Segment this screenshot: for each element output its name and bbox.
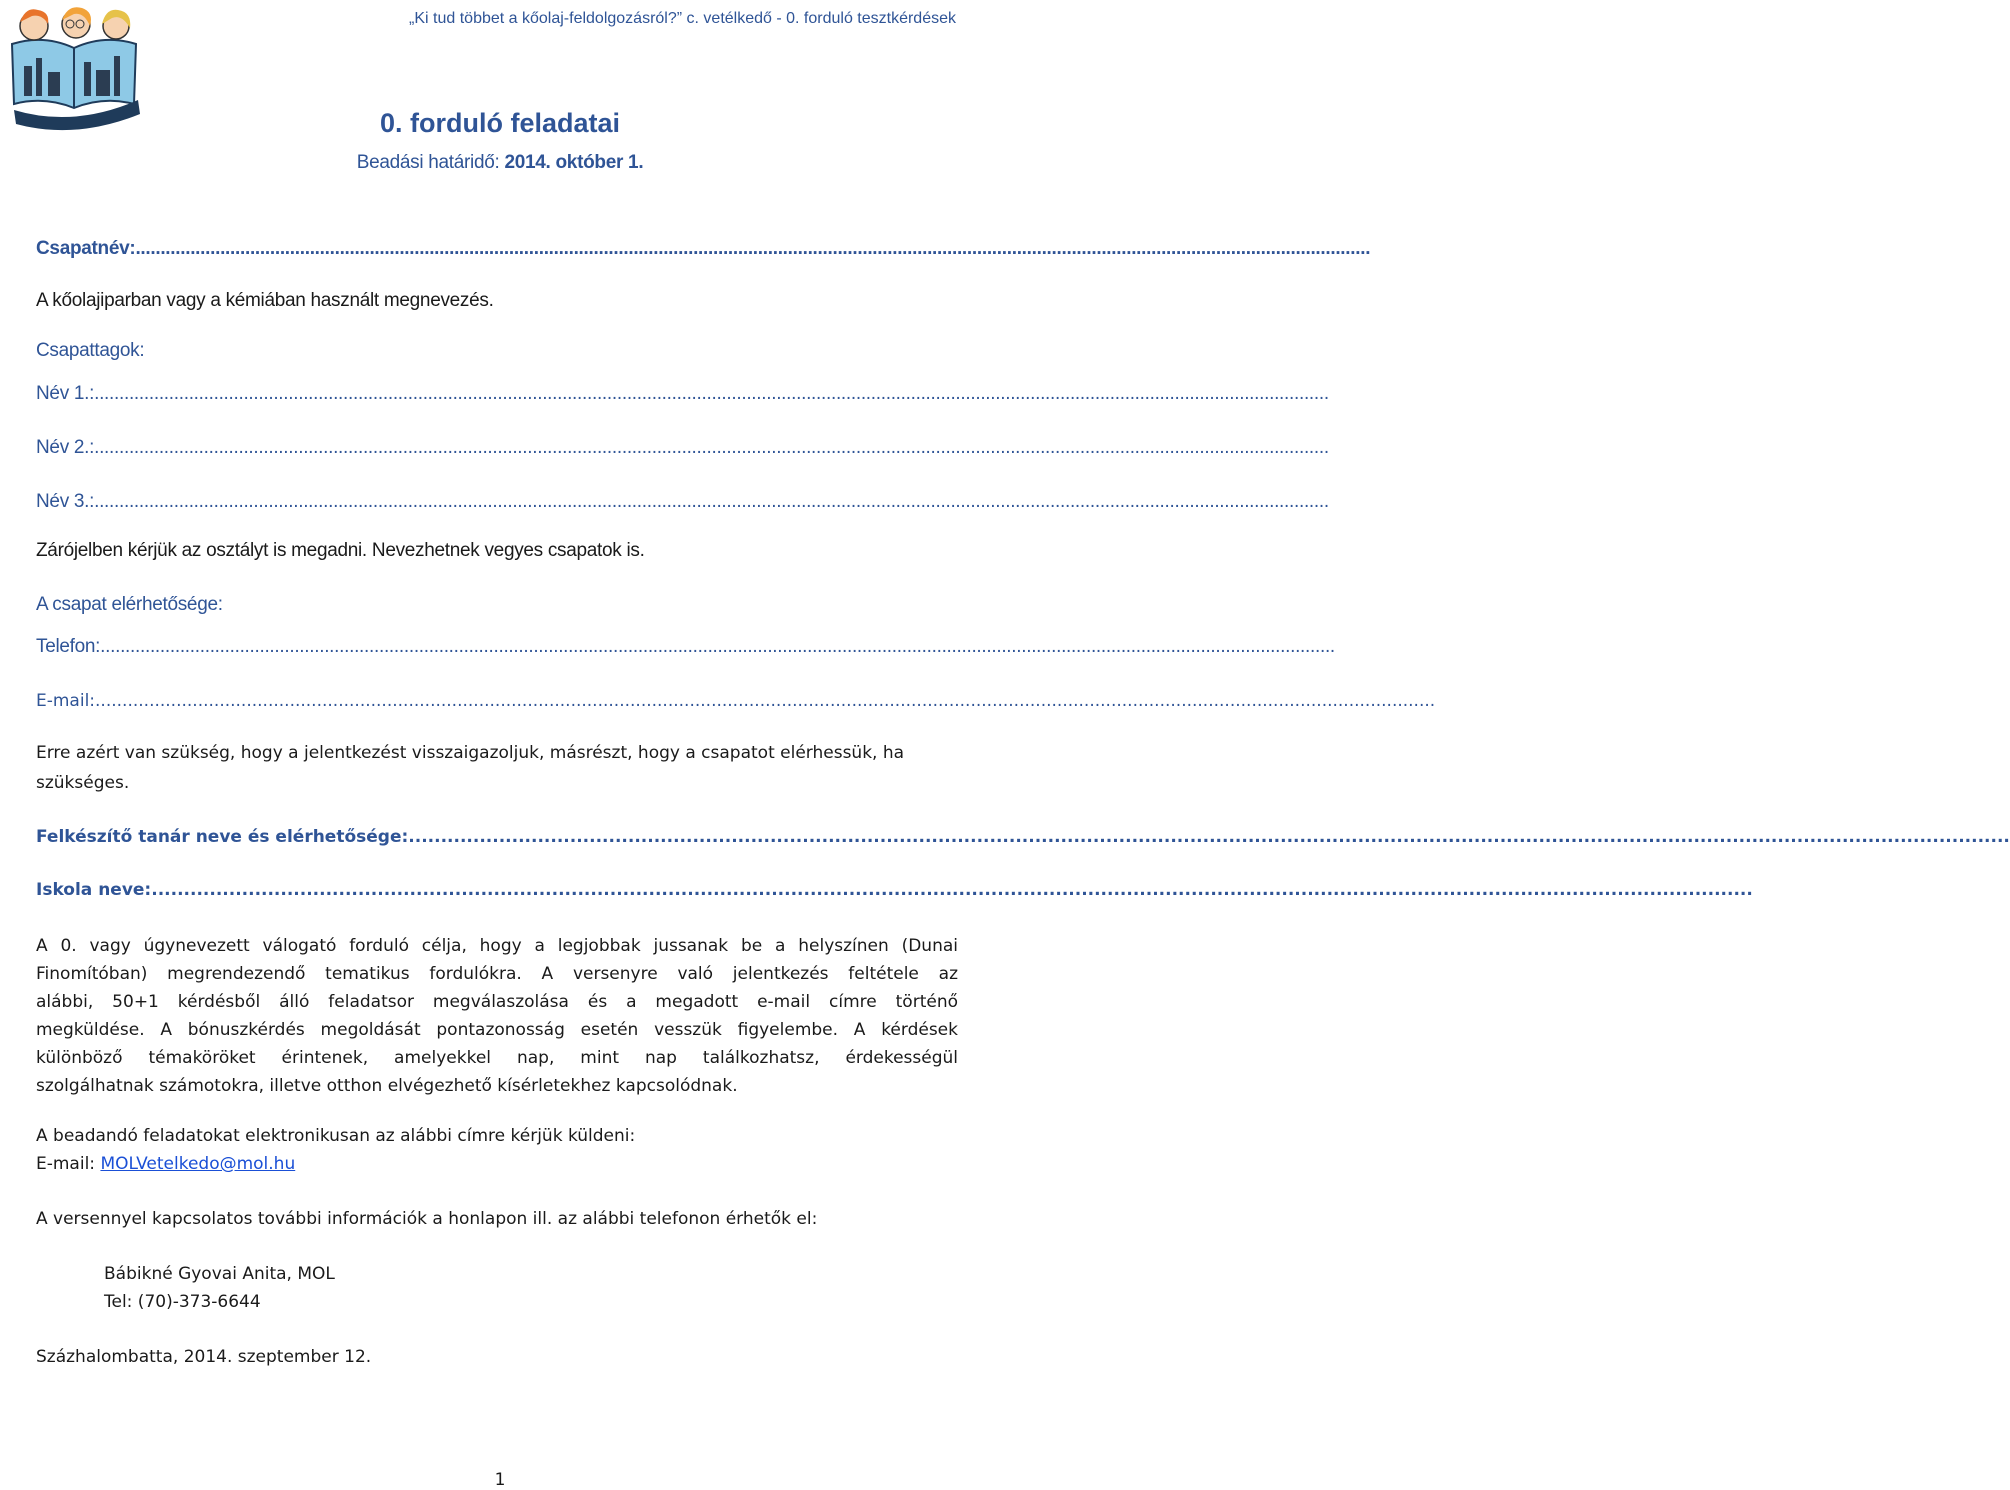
members-label: Csapattagok:: [36, 340, 145, 361]
phone-dots: ........................................................................................................................................................................................................................................................: [100, 636, 1335, 657]
contact-hint-line-1: Erre azért van szükség, hogy a jelentkezést visszaigazoljuk, másrészt, hogy a csapatot elérhessük, ha: [36, 743, 905, 763]
member-3-dots: ........................................................................................................................................................................................................................................................: [94, 491, 1329, 512]
school-label: Iskola neve:: [36, 880, 152, 900]
submit-email-link[interactable]: MOLVetelkedo@mol.hu: [100, 1154, 296, 1174]
teacher-label: Felkészítő tanár neve és elérhetősége:: [36, 827, 409, 847]
page-title: 0. forduló feladatai: [379, 108, 621, 138]
member-2-dots: ........................................................................................................................................................................................................................................................: [94, 437, 1329, 458]
paragraph-line: különböző témaköröket érintenek, amelyekkel nap, mint nap találkozhatsz, érdekességül: [36, 1048, 958, 1068]
paragraph-line: szolgálhatnak számotokra, illetve otthon elvégezhető kísérletekhez kapcsolódnak.: [36, 1076, 738, 1096]
running-header: „Ki tud többet a kőolaj-feldolgozásról?” c. vetélkedő - 0. forduló tesztkérdések: [409, 10, 956, 27]
member-2-label: Név 2.:: [36, 437, 95, 458]
school-dots: ........................................................................................................................................................................................................................................................: [151, 880, 1753, 900]
phone-field[interactable]: [36, 636, 1335, 658]
deadline-value: 2014. október 1.: [504, 152, 644, 173]
page-number: 1: [494, 1470, 506, 1490]
submit-email-prefix: E-mail:: [36, 1154, 101, 1174]
team-name-label: Csapatnév:: [36, 238, 136, 259]
email-field[interactable]: [36, 691, 1436, 711]
intro-paragraph: [36, 932, 958, 1100]
email-label: E-mail:: [36, 691, 96, 711]
member-3-label: Név 3.:: [36, 491, 95, 512]
team-name-hint: A kőolajiparban vagy a kémiában használt megnevezés.: [36, 290, 494, 311]
paragraph-line: A 0. vagy úgynevezett válogató forduló célja, hogy a legjobbak jussanak be a helyszínen (Dunai: [36, 936, 958, 956]
member-1-field[interactable]: [36, 383, 1329, 405]
info-line: A versennyel kapcsolatos további információk a honlapon ill. az alábbi telefonon érhetők el:: [36, 1209, 818, 1229]
paragraph-line: alábbi, 50+1 kérdésből álló feladatsor megválaszolása és a megadott e-mail címre történő: [36, 992, 958, 1012]
contact-phone: Tel: (70)-373-6644: [104, 1292, 261, 1312]
contact-label: A csapat elérhetősége:: [36, 594, 223, 615]
submit-email-line: [36, 1154, 295, 1174]
teacher-field[interactable]: [36, 827, 2010, 847]
place-date: Százhalombatta, 2014. szeptember 12.: [36, 1347, 372, 1367]
teacher-dots: ........................................................................................................................................................................................................................................................: [408, 827, 2010, 847]
school-field[interactable]: [36, 880, 1753, 900]
member-3-field[interactable]: [36, 491, 1329, 513]
member-1-label: Név 1.:: [36, 383, 95, 404]
paragraph-line: Finomítóban) megrendezendő tematikus fordulókra. A versenyre való jelentkezés feltétele az: [36, 964, 958, 984]
submit-line: A beadandó feladatokat elektronikusan az alábbi címre kérjük küldeni:: [36, 1126, 636, 1146]
member-1-dots: ........................................................................................................................................................................................................................................................: [94, 383, 1329, 404]
members-hint: Zárójelben kérjük az osztályt is megadni. Nevezhetnek vegyes csapatok is.: [36, 540, 645, 561]
team-name-field[interactable]: [36, 238, 1371, 260]
phone-label: Telefon:: [36, 636, 101, 657]
contact-hint-line-2: szükséges.: [36, 773, 130, 793]
contact-person: Bábikné Gyovai Anita, MOL: [104, 1264, 335, 1284]
email-dots: ........................................................................................................................................................................................................................................................: [95, 691, 1436, 711]
team-name-dots: ........................................................................................................................................................................................................................................................: [135, 238, 1371, 259]
deadline-label: Beadási határidő:: [356, 152, 500, 173]
paragraph-line: megküldése. A bónuszkérdés megoldását pontazonosság esetén vesszük figyelembe. A kérdések: [36, 1020, 958, 1040]
member-2-field[interactable]: [36, 437, 1329, 459]
deadline-line: [0, 152, 1000, 174]
